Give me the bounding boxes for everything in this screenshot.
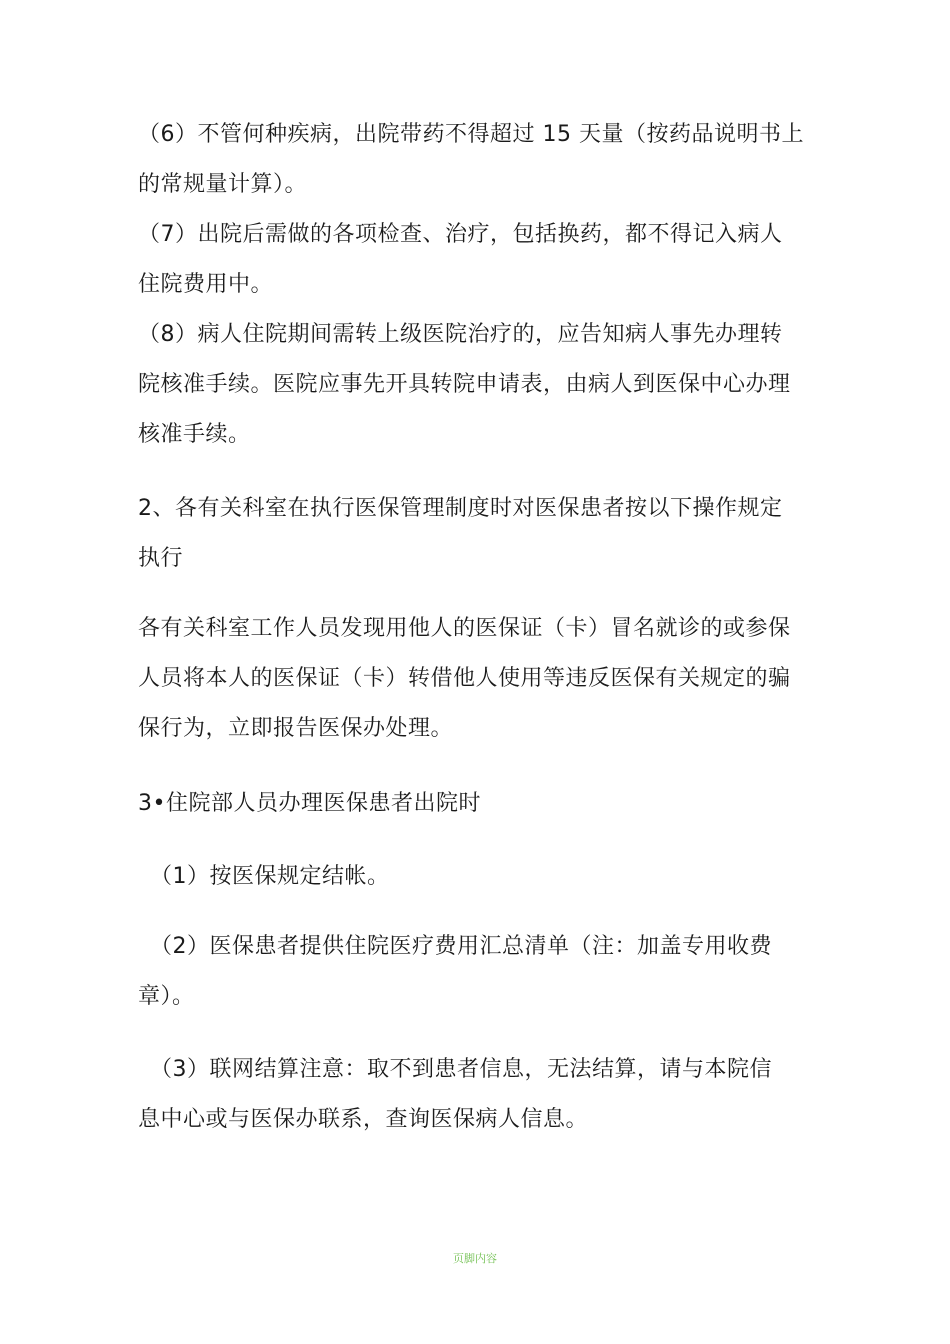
text-line: 3•住院部人员办理医保患者出院时 <box>138 791 481 816</box>
section-2-body <box>138 604 828 754</box>
text-line: 执行 <box>138 546 184 571</box>
text-line: 各有关科室工作人员发现用他人的医保证（卡）冒名就诊的或参保 <box>138 616 791 641</box>
page-footer: 页脚内容 <box>453 1252 497 1265</box>
text-line: 住院费用中。 <box>138 272 274 297</box>
text-line: 核准手续。 <box>138 422 251 447</box>
text-line: （1）按医保规定结帐。 <box>150 864 390 889</box>
text-line: （3）联网结算注意：取不到患者信息，无法结算，请与本院信 <box>150 1057 772 1082</box>
text-line: 2、各有关科室在执行医保管理制度时对医保患者按以下操作规定 <box>138 496 783 521</box>
text-line: （6）不管何种疾病，出院带药不得超过 15 天量（按药品说明书上 <box>138 122 804 147</box>
text-line: 院核准手续。医院应事先开具转院申请表，由病人到医保中心办理 <box>138 372 791 397</box>
section-3-item-1 <box>138 852 840 902</box>
text-line: 章）。 <box>138 984 195 1009</box>
text-line: （7）出院后需做的各项检查、治疗，包括换药，都不得记入病人 <box>138 222 783 247</box>
text-line: 的常规量计算）。 <box>138 172 308 197</box>
paragraph-item-8 <box>138 310 828 460</box>
paragraph-item-7 <box>138 210 828 310</box>
text-line: 人员将本人的医保证（卡）转借他人使用等违反医保有关规定的骗 <box>138 666 791 691</box>
paragraph-item-6 <box>138 110 828 210</box>
text-line: 保行为，立即报告医保办处理。 <box>138 716 454 741</box>
section-3-item-2 <box>138 922 828 1022</box>
text-line: （8）病人住院期间需转上级医院治疗的，应告知病人事先办理转 <box>138 322 783 347</box>
section-2-heading <box>138 484 828 584</box>
text-line: （2）医保患者提供住院医疗费用汇总清单（注：加盖专用收费 <box>150 934 772 959</box>
section-3-heading <box>138 779 828 829</box>
text-line: 息中心或与医保办联系，查询医保病人信息。 <box>138 1107 589 1132</box>
section-3-item-3 <box>138 1045 828 1145</box>
